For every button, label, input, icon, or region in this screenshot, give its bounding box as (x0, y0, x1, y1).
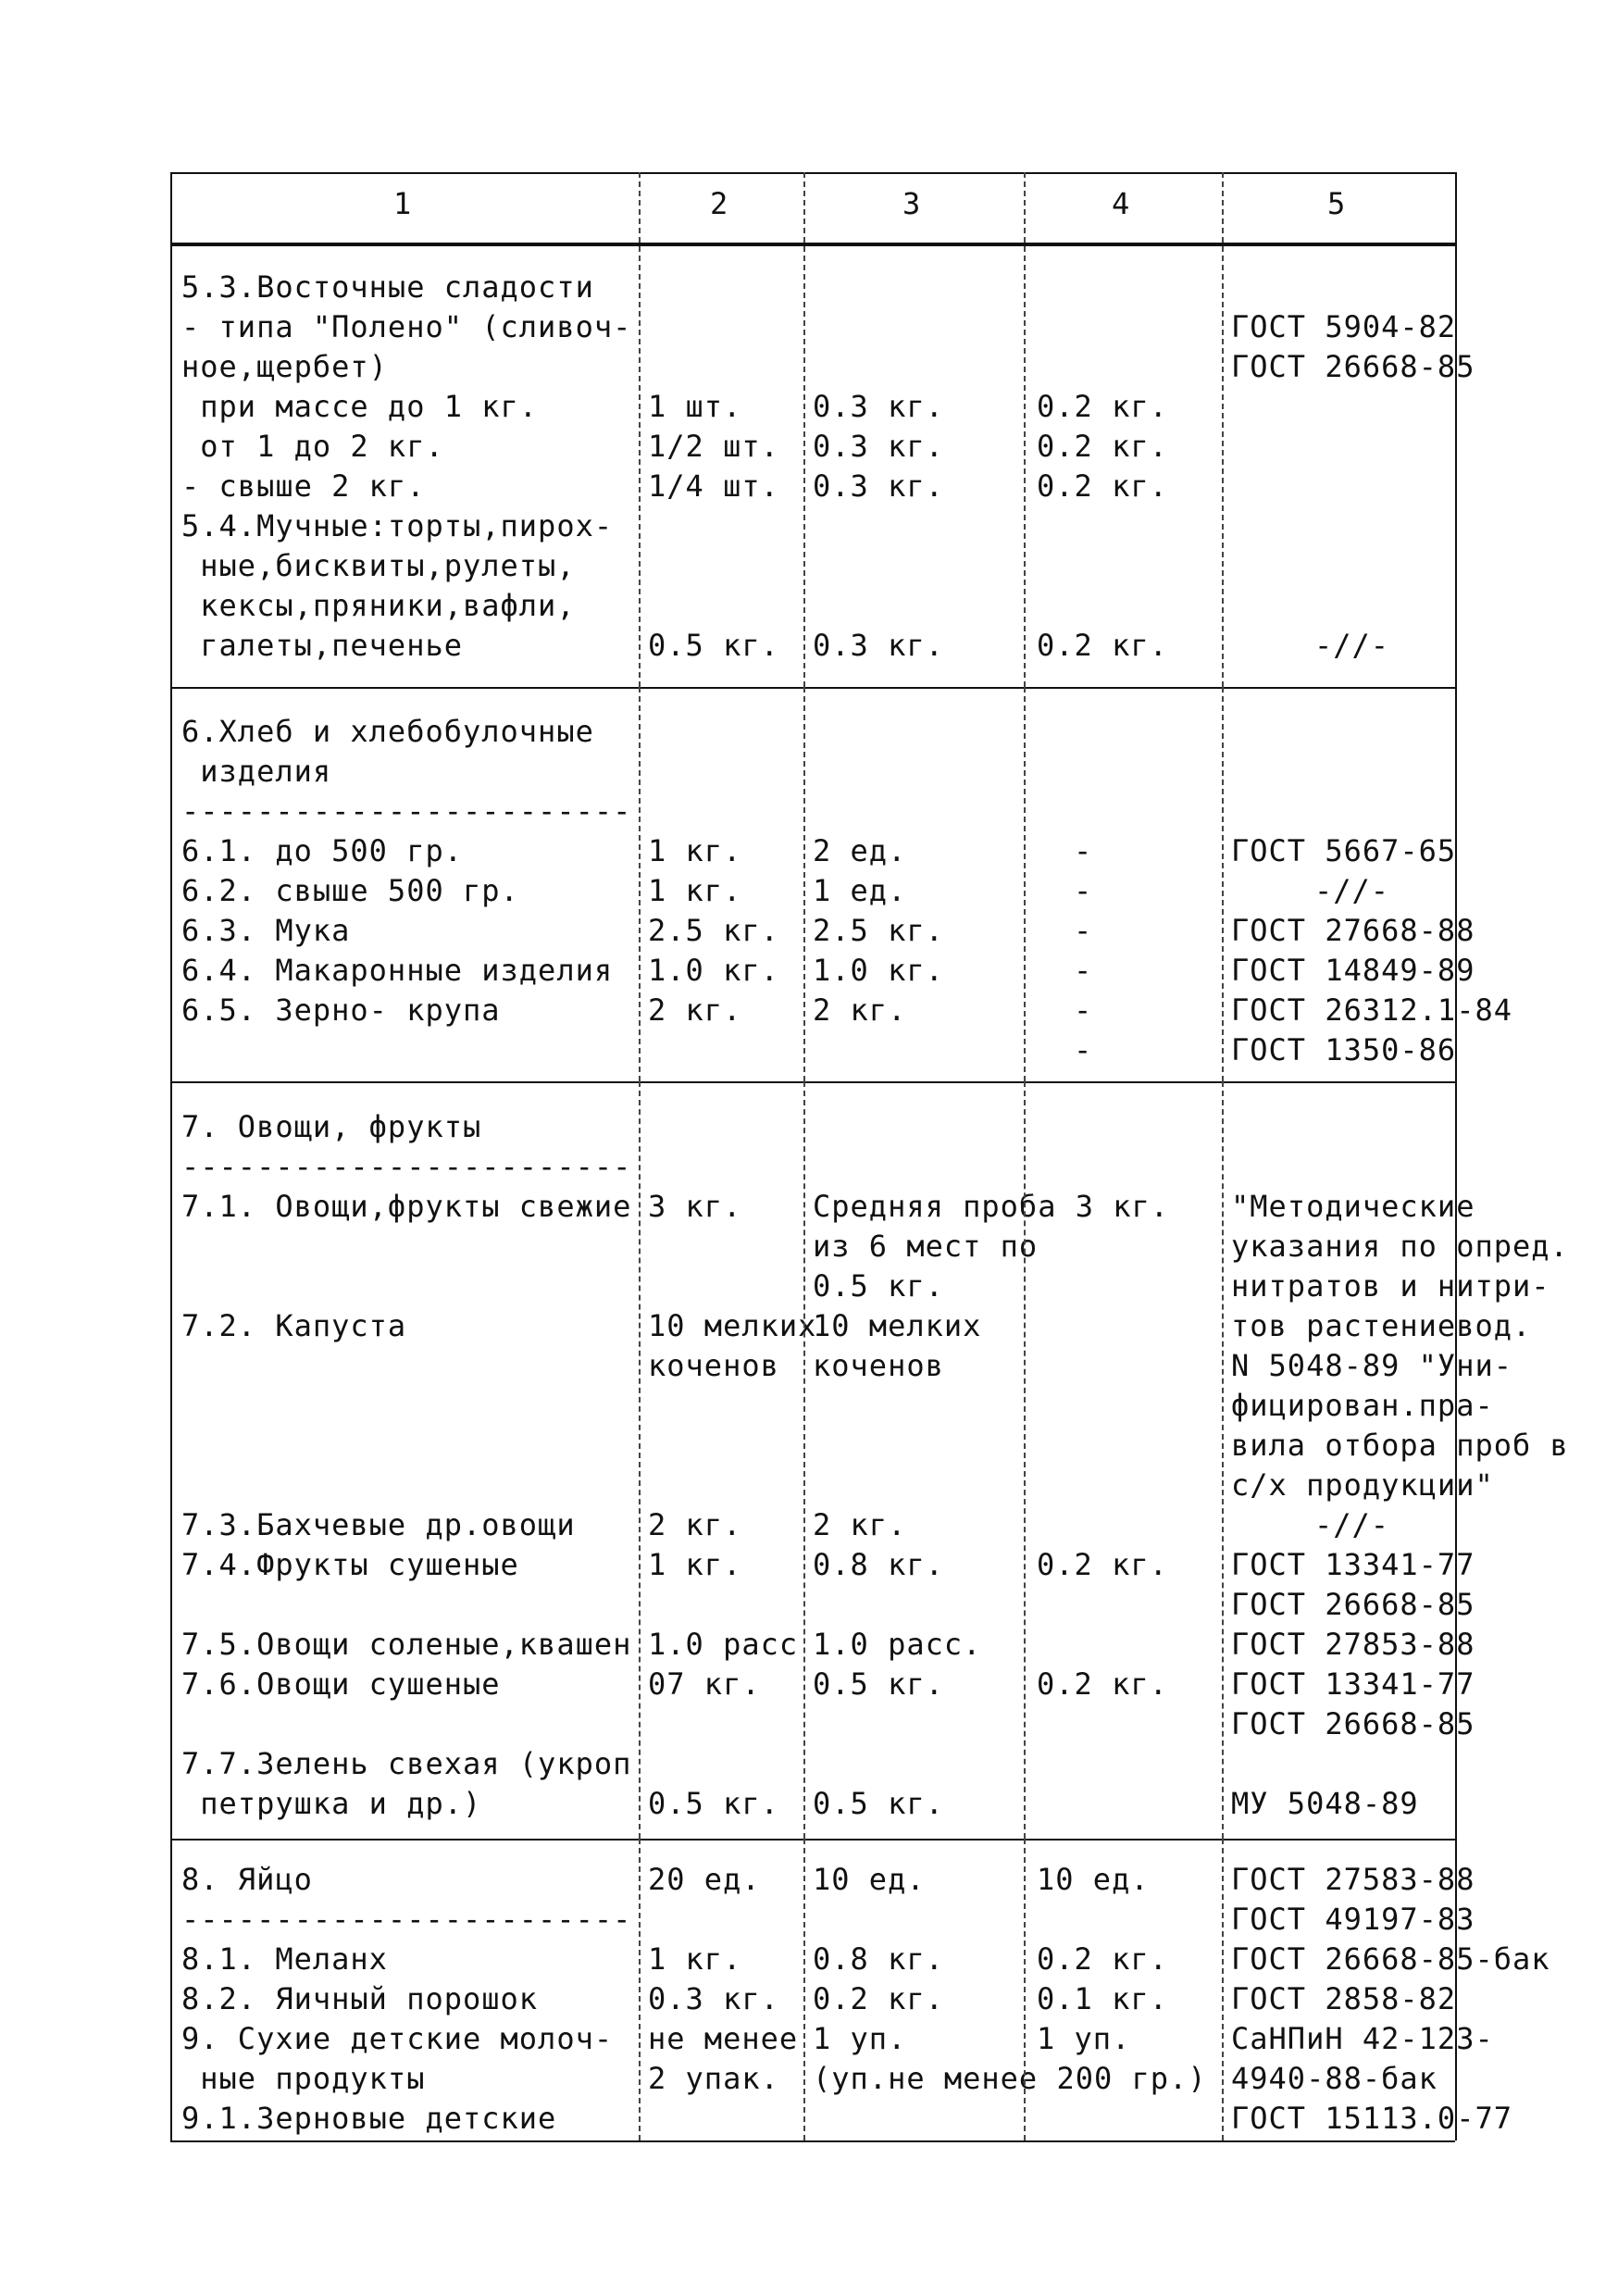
cell-r25-c3: коченов (813, 1348, 944, 1383)
cell-r6-c1: 5.4.Мучные:торты,пирох- (181, 508, 614, 543)
cell-r41-c3: 1 уп. (813, 2021, 907, 2056)
cell-r13-c1: 6.1. до 500 гр. (181, 833, 463, 868)
cell-r9-c5: -//- (1314, 628, 1390, 663)
column-rule-0-1 (170, 687, 172, 1081)
cell-r38-c1: ------------------------ (181, 1902, 632, 1937)
cell-r26-c5: фицирован.пра- (1231, 1388, 1494, 1423)
cell-r5-c1: - свыше 2 кг. (181, 468, 426, 504)
cell-r16-c4: - (1074, 953, 1093, 988)
column-rule-2-3 (803, 1839, 805, 2140)
cell-r43-c1: 9.1.Зерновые детские (181, 2101, 557, 2136)
cell-r21-c1: 7.1. Овощи,фрукты свежие (181, 1189, 632, 1224)
cell-r1-c5: ГОСТ 5904-82 (1231, 309, 1457, 344)
cell-r5-c3: 0.3 кг. (813, 468, 944, 504)
cell-r29-c2: 2 кг. (648, 1507, 742, 1542)
cell-r16-c3: 1.0 кг. (813, 953, 944, 988)
cell-r9-c1: галеты,печенье (181, 628, 463, 663)
cell-r40-c5: ГОСТ 2858-82 (1231, 1981, 1457, 2016)
cell-r17-c2: 2 кг. (648, 992, 742, 1028)
cell-r30-c2: 1 кг. (648, 1547, 742, 1582)
cell-r35-c1: 7.7.Зелень свехая (укроп (181, 1746, 632, 1781)
cell-r30-c4: 0.2 кг. (1037, 1547, 1168, 1582)
cell-r42-c2: 2 упак. (648, 2061, 779, 2096)
cell-r9-c3: 0.3 кг. (813, 628, 944, 663)
cell-r1-c1: - типа "Полено" (сливоч- (181, 309, 632, 344)
column-rule-4-3 (1222, 1839, 1224, 2140)
column-rule-5-1 (1455, 687, 1457, 1081)
column-rule-1-1 (639, 687, 641, 1081)
cell-r41-c5: СаНПиН 42-123- (1231, 2021, 1494, 2056)
cell-r32-c2: 1.0 расс (648, 1627, 799, 1662)
cell-r5-c2: 1/4 шт. (648, 468, 779, 504)
column-number-2: 2 (710, 186, 729, 221)
cell-r24-c5: тов растениевод. (1231, 1308, 1532, 1343)
cell-r33-c1: 7.6.Овощи сушеные (181, 1666, 501, 1702)
cell-r23-c3: 0.5 кг. (813, 1268, 944, 1304)
cell-r39-c4: 0.2 кг. (1037, 1941, 1168, 1977)
column-number-1: 1 (393, 186, 413, 221)
cell-r36-c2: 0.5 кг. (648, 1786, 779, 1821)
cell-r13-c5: ГОСТ 5667-65 (1231, 833, 1457, 868)
cell-r39-c2: 1 кг. (648, 1941, 742, 1977)
cell-r17-c4: - (1074, 992, 1093, 1028)
cell-r13-c4: - (1074, 833, 1093, 868)
cell-r39-c5: ГОСТ 26668-85-бак (1231, 1941, 1550, 1977)
column-rule-1-0 (639, 172, 641, 687)
cell-r11-c1: изделия (181, 754, 332, 789)
cell-r40-c2: 0.3 кг. (648, 1981, 779, 2016)
column-rule-1-2 (639, 1081, 641, 1839)
cell-r7-c1: ные,бисквиты,рулеты, (181, 548, 576, 583)
cell-r36-c3: 0.5 кг. (813, 1786, 944, 1821)
cell-r27-c5: вила отбора проб в (1231, 1428, 1569, 1463)
cell-r28-c5: с/х продукции" (1231, 1467, 1494, 1503)
cell-r15-c3: 2.5 кг. (813, 913, 944, 948)
cell-r4-c1: от 1 до 2 кг. (181, 429, 444, 464)
cell-r10-c1: 6.Хлеб и хлебобулочные (181, 714, 594, 749)
cell-r19-c1: 7. Овощи, фрукты (181, 1109, 482, 1144)
cell-r9-c2: 0.5 кг. (648, 628, 779, 663)
cell-r8-c1: кексы,пряники,вафли, (181, 588, 576, 623)
column-rule-0-3 (170, 1839, 172, 2140)
cell-r40-c4: 0.1 кг. (1037, 1981, 1168, 2016)
column-rule-3-3 (1024, 1839, 1026, 2140)
cell-r30-c1: 7.4.Фрукты сушеные (181, 1547, 519, 1582)
cell-r21-c5: "Методические (1231, 1189, 1475, 1224)
cell-r34-c5: ГОСТ 26668-85 (1231, 1706, 1475, 1741)
cell-r3-c2: 1 шт. (648, 389, 742, 424)
cell-r13-c2: 1 кг. (648, 833, 742, 868)
cell-r29-c5: -//- (1314, 1507, 1390, 1542)
column-rule-3-2 (1024, 1081, 1026, 1839)
cell-r33-c2: 07 кг. (648, 1666, 761, 1702)
cell-r5-c4: 0.2 кг. (1037, 468, 1168, 504)
column-rule-5-3 (1455, 1839, 1457, 2140)
cell-r3-c4: 0.2 кг. (1037, 389, 1168, 424)
column-number-4: 4 (1112, 186, 1131, 221)
cell-r15-c5: ГОСТ 27668-88 (1231, 913, 1475, 948)
cell-r22-c5: указания по опред. (1231, 1229, 1569, 1264)
column-rule-0-2 (170, 1081, 172, 1839)
cell-r4-c4: 0.2 кг. (1037, 429, 1168, 464)
cell-r36-c1: петрушка и др.) (181, 1786, 482, 1821)
column-rule-3-1 (1024, 687, 1026, 1081)
cell-r42-c5: 4940-88-бак (1231, 2061, 1438, 2096)
section-8-top-rule (170, 1839, 1455, 1841)
cell-r33-c3: 0.5 кг. (813, 1666, 944, 1702)
cell-r39-c3: 0.8 кг. (813, 1941, 944, 1977)
table-top-rule (170, 172, 1455, 174)
column-rule-5-2 (1455, 1081, 1457, 1839)
cell-r14-c1: 6.2. свыше 500 гр. (181, 873, 519, 908)
cell-r37-c1: 8. Яйцо (181, 1862, 313, 1897)
cell-r17-c3: 2 кг. (813, 992, 907, 1028)
cell-r17-c5: ГОСТ 26312.1-84 (1231, 992, 1512, 1028)
cell-r25-c5: N 5048-89 "Уни- (1231, 1348, 1512, 1383)
cell-r24-c3: 10 мелких (813, 1308, 982, 1343)
cell-r24-c1: 7.2. Капуста (181, 1308, 407, 1343)
cell-r30-c3: 0.8 кг. (813, 1547, 944, 1582)
cell-r42-c3: (уп.не менее 200 гр.) (813, 2061, 1207, 2096)
cell-r9-c4: 0.2 кг. (1037, 628, 1168, 663)
cell-r18-c5: ГОСТ 1350-86 (1231, 1032, 1457, 1067)
cell-r31-c5: ГОСТ 26668-85 (1231, 1587, 1475, 1622)
column-rule-4-1 (1222, 687, 1224, 1081)
cell-r37-c3: 10 ед. (813, 1862, 926, 1897)
cell-r24-c2: 10 мелких (648, 1308, 817, 1343)
cell-r14-c4: - (1074, 873, 1093, 908)
cell-r30-c5: ГОСТ 13341-77 (1231, 1547, 1475, 1582)
cell-r14-c2: 1 кг. (648, 873, 742, 908)
cell-r36-c5: МУ 5048-89 (1231, 1786, 1419, 1821)
column-rule-3-0 (1024, 172, 1026, 687)
header-bottom-rule (170, 243, 1455, 246)
cell-r41-c4: 1 уп. (1037, 2021, 1131, 2056)
cell-r18-c4: - (1074, 1032, 1093, 1067)
cell-r21-c2: 3 кг. (648, 1189, 742, 1224)
column-rule-2-0 (803, 172, 805, 687)
column-rule-2-1 (803, 687, 805, 1081)
cell-r21-c3: Средняя проба 3 кг. (813, 1189, 1170, 1224)
cell-r3-c1: при массе до 1 кг. (181, 389, 539, 424)
column-rule-5-0 (1455, 172, 1457, 687)
cell-r0-c1: 5.3.Восточные сладости (181, 269, 594, 305)
cell-r2-c5: ГОСТ 26668-85 (1231, 349, 1475, 384)
cell-r38-c5: ГОСТ 49197-83 (1231, 1902, 1475, 1937)
cell-r41-c1: 9. Сухие детские молоч- (181, 2021, 614, 2056)
cell-r41-c2: не менее (648, 2021, 799, 2056)
cell-r13-c3: 2 ед. (813, 833, 907, 868)
section-6-top-rule (170, 687, 1455, 689)
cell-r37-c2: 20 ед. (648, 1862, 761, 1897)
cell-r4-c3: 0.3 кг. (813, 429, 944, 464)
cell-r3-c3: 0.3 кг. (813, 389, 944, 424)
cell-r4-c2: 1/2 шт. (648, 429, 779, 464)
column-rule-4-0 (1222, 172, 1224, 687)
column-rule-4-2 (1222, 1081, 1224, 1839)
cell-r33-c4: 0.2 кг. (1037, 1666, 1168, 1702)
cell-r16-c1: 6.4. Макаронные изделия (181, 953, 614, 988)
cell-r40-c3: 0.2 кг. (813, 1981, 944, 2016)
cell-r22-c3: из 6 мест по (813, 1229, 1039, 1264)
cell-r29-c3: 2 кг. (813, 1507, 907, 1542)
cell-r20-c1: ------------------------ (181, 1149, 632, 1184)
section-7-top-rule (170, 1081, 1455, 1083)
cell-r42-c1: ные продукты (181, 2061, 426, 2096)
column-rule-1-3 (639, 1839, 641, 2140)
cell-r23-c5: нитратов и нитри- (1231, 1268, 1550, 1304)
cell-r33-c5: ГОСТ 13341-77 (1231, 1666, 1475, 1702)
column-rule-2-2 (803, 1081, 805, 1839)
column-number-3: 3 (902, 186, 922, 221)
column-number-5: 5 (1327, 186, 1347, 221)
column-rule-0-0 (170, 172, 172, 687)
cell-r14-c5: -//- (1314, 873, 1390, 908)
cell-r16-c2: 1.0 кг. (648, 953, 779, 988)
cell-r2-c1: ное,щербет) (181, 349, 388, 384)
table-bottom-rule (170, 2140, 1455, 2142)
cell-r32-c1: 7.5.Овощи соленые,квашен (181, 1627, 632, 1662)
cell-r17-c1: 6.5. Зерно- крупа (181, 992, 501, 1028)
cell-r16-c5: ГОСТ 14849-89 (1231, 953, 1475, 988)
cell-r12-c1: ------------------------ (181, 793, 632, 829)
cell-r37-c5: ГОСТ 27583-88 (1231, 1862, 1475, 1897)
cell-r15-c2: 2.5 кг. (648, 913, 779, 948)
cell-r14-c3: 1 ед. (813, 873, 907, 908)
cell-r43-c5: ГОСТ 15113.0-77 (1231, 2101, 1512, 2136)
cell-r15-c1: 6.3. Мука (181, 913, 351, 948)
cell-r32-c5: ГОСТ 27853-88 (1231, 1627, 1475, 1662)
cell-r37-c4: 10 ед. (1037, 1862, 1150, 1897)
cell-r39-c1: 8.1. Меланх (181, 1941, 388, 1977)
cell-r29-c1: 7.3.Бахчевые др.овощи (181, 1507, 576, 1542)
cell-r25-c2: коченов (648, 1348, 779, 1383)
cell-r40-c1: 8.2. Яичный порошок (181, 1981, 539, 2016)
cell-r32-c3: 1.0 расс. (813, 1627, 982, 1662)
cell-r15-c4: - (1074, 913, 1093, 948)
